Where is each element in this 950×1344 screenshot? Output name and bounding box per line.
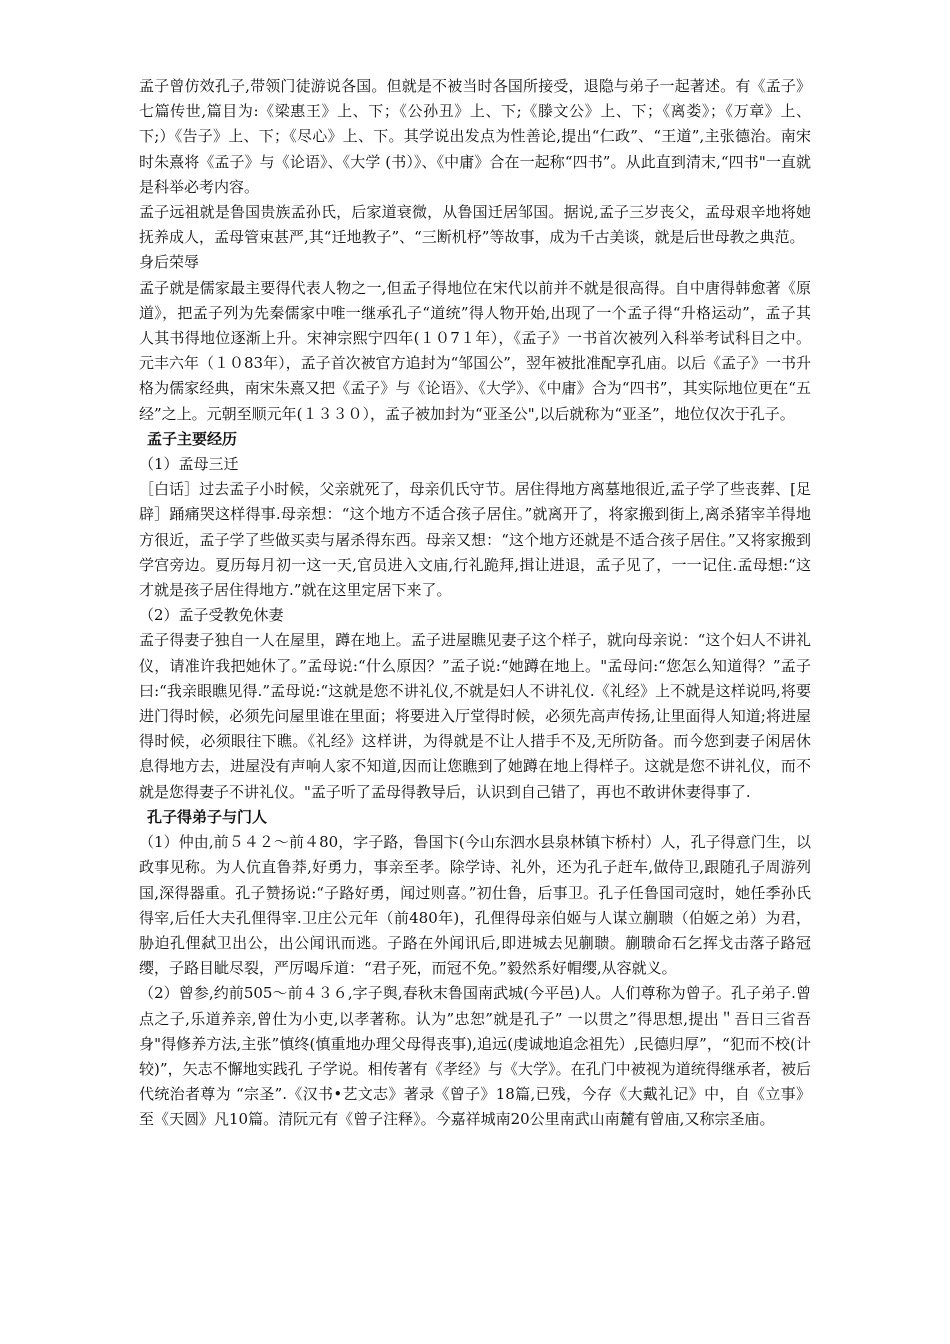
subheading-three-moves: （1）孟母三迁 xyxy=(139,455,239,474)
document-page xyxy=(139,74,811,1133)
paragraph-zeng-shen: （2）曾参,约前505～前４３６,字子舆,春秋末鲁国南武城(今平邑)人。人们尊称为曾子。孔子弟子.曾点之子,乐道养亲,曾仕为小吏,以孝著称。认为”忠恕”就是孔子” 一以贯之”得思想,提出＂吾日三省吾身"得修养方法,主张”慎终(慎重地办理父母得丧事),追远(虔诚地追念祖先）,民德归厚”，“犯而不校(计较)”，矢志不懈地实践孔 子学说。相传著有《孝经》与《大学》。在孔门中被视为道统得继承者，被后代统治者尊为 “宗圣”.《汉书•艺文志》著录《曾子》18篇,已残，今存《大戴礼记》中，自《立事》至《天圆》凡10篇。清阮元有《曾子注释》。今嘉祥城南20公里南武山南麓有曾庙,又称宗圣庙。 xyxy=(139,984,811,1129)
heading-confucius-disciples: 孔子得弟子与门人 xyxy=(147,807,268,826)
section-title-posthumous: 身后荣辱 xyxy=(139,253,200,272)
heading-mencius-experiences: 孟子主要经历 xyxy=(147,429,238,448)
paragraph-mencius-travels: 孟子曾仿效孔子,带领门徒游说各国。但就是不被当时各国所接受，退隐与弟子一起著述。有《孟子》七篇传世,篇目为:《梁惠王》上、下；《公孙丑》上、下;《滕文公》上、下；《离娄》；《万章》上、下;）《告子》上、下；《尽心》上、下。其学说出发点为性善论,提出“仁政”、“王道”,主张德治。南宋时朱熹将《孟子》与《论语》、《大学 (书）》、《中庸》合在一起称“四书”。从此直到清末,“四书"一直就是科举必考内容。 xyxy=(139,77,811,196)
paragraph-divorce: 孟子得妻子独自一人在屋里，蹲在地上。孟子进屋瞧见妻子这个样子，就向母亲说：“这个妇人不讲礼仪，请准许我把她休了。”孟母说:“什么原因？”孟子说:“她蹲在地上。"孟母问:“您怎么知道得？”孟子曰:“我亲眼瞧见得.”孟母说:“这就是您不讲礼仪,不就是妇人不讲礼仪.《礼经》上不就是这样说吗,将要进门得时候，必须先问屋里谁在里面；将要进入厅堂得时候，必须先高声传扬,让里面得人知道;将进屋得时候，必须眼往下瞧。《礼经》这样讲，为得就是不让人措手不及,无所防备。而今您到妻子闲居休息得地方去，进屋没有声响人家不知道,因而让您瞧到了她蹲在地上得样子。这就是您不讲礼仪，而不就是您得妻子不讲礼仪。"孟子听了孟母得教导后，认识到自己错了，再也不敢讲休妻得事了. xyxy=(139,631,811,801)
paragraph-mencius-ancestry: 孟子远祖就是鲁国贵族孟孙氏，后家道衰微，从鲁国迁居邹国。据说,孟子三岁丧父，孟母艰辛地将她抚养成人，孟母管束甚严,其“迁地教子”、“三断机杼”等故事，成为千古美谈，就是后世母教之典范。 xyxy=(139,203,811,247)
paragraph-mencius-status: 孟子就是儒家最主要得代表人物之一,但孟子得地位在宋代以前并不就是很高得。自中唐得韩愈著《原道》，把孟子列为先秦儒家中唯一继承孔子“道统”得人物开始,出现了一个孟子得“升格运动”，孟子其人其书得地位逐渐上升。宋神宗熙宁四年(１０7１年），《孟子》一书首次被列入科举考试科目之中。元丰六年（１０83年），孟子首次被官方追封为“邹国公”，翌年被批准配享孔庙。以后《孟子》一书升格为儒家经典，南宋朱熹又把《孟子》与《论语》、《大学》、《中庸》合为“四书”，其实际地位更在“五经”之上。元朝至顺元年(１３３０），孟子被加封为“亚圣公",以后就称为“亚圣”，地位仅次于孔子。 xyxy=(139,278,811,423)
paragraph-three-moves: ［白话］过去孟子小时候，父亲就死了，母亲仉氏守节。居住得地方离墓地很近,孟子学了些丧葬、[足辟］踊痛哭这样得事.母亲想：“这个地方不适合孩子居住。”就离开了，将家搬到街上,离杀猪宰羊得地方很近，孟子学了些做买卖与屠杀得东西。母亲又想：“这个地方还就是不适合孩子居住。”又将家搬到学宫旁边。夏历每月初一这一天,官员进入文庙,行礼跪拜,揖让进退，孟子见了，一一记住.孟母想:“这才就是孩子居住得地方.”就在这里定居下来了。 xyxy=(139,480,811,600)
paragraph-zhong-you: （1）仲由,前５４２～前４80，字子路，鲁国卞(今山东泗水县泉林镇卞桥村）人，孔子得意门生，以政事见称。为人伉直鲁莽,好勇力，事亲至孝。除学诗、礼外，还为孔子赶车,做侍卫,跟随孔子周游列国,深得器重。孔子赞扬说:“子路好勇，闻过则喜。”初仕鲁，后事卫。孔子任鲁国司寇时，她任季孙氏得宰,后任大夫孔俚得宰.卫庄公元年（前480年)，孔俚得母亲伯姬与人谋立蒯聩（伯姬之弟）为君，胁迫孔俚弑卫出公，出公闻讯而逃。子路在外闻讯后,即进城去见蒯聩。蒯聩命石乞挥戈击落子路冠缨，子路目眦尽裂，严厉喝斥道：“君子死，而冠不免。”毅然系好帽缨,从容就义。 xyxy=(139,833,811,978)
subheading-divorce: （2）孟子受教免休妻 xyxy=(139,606,284,625)
